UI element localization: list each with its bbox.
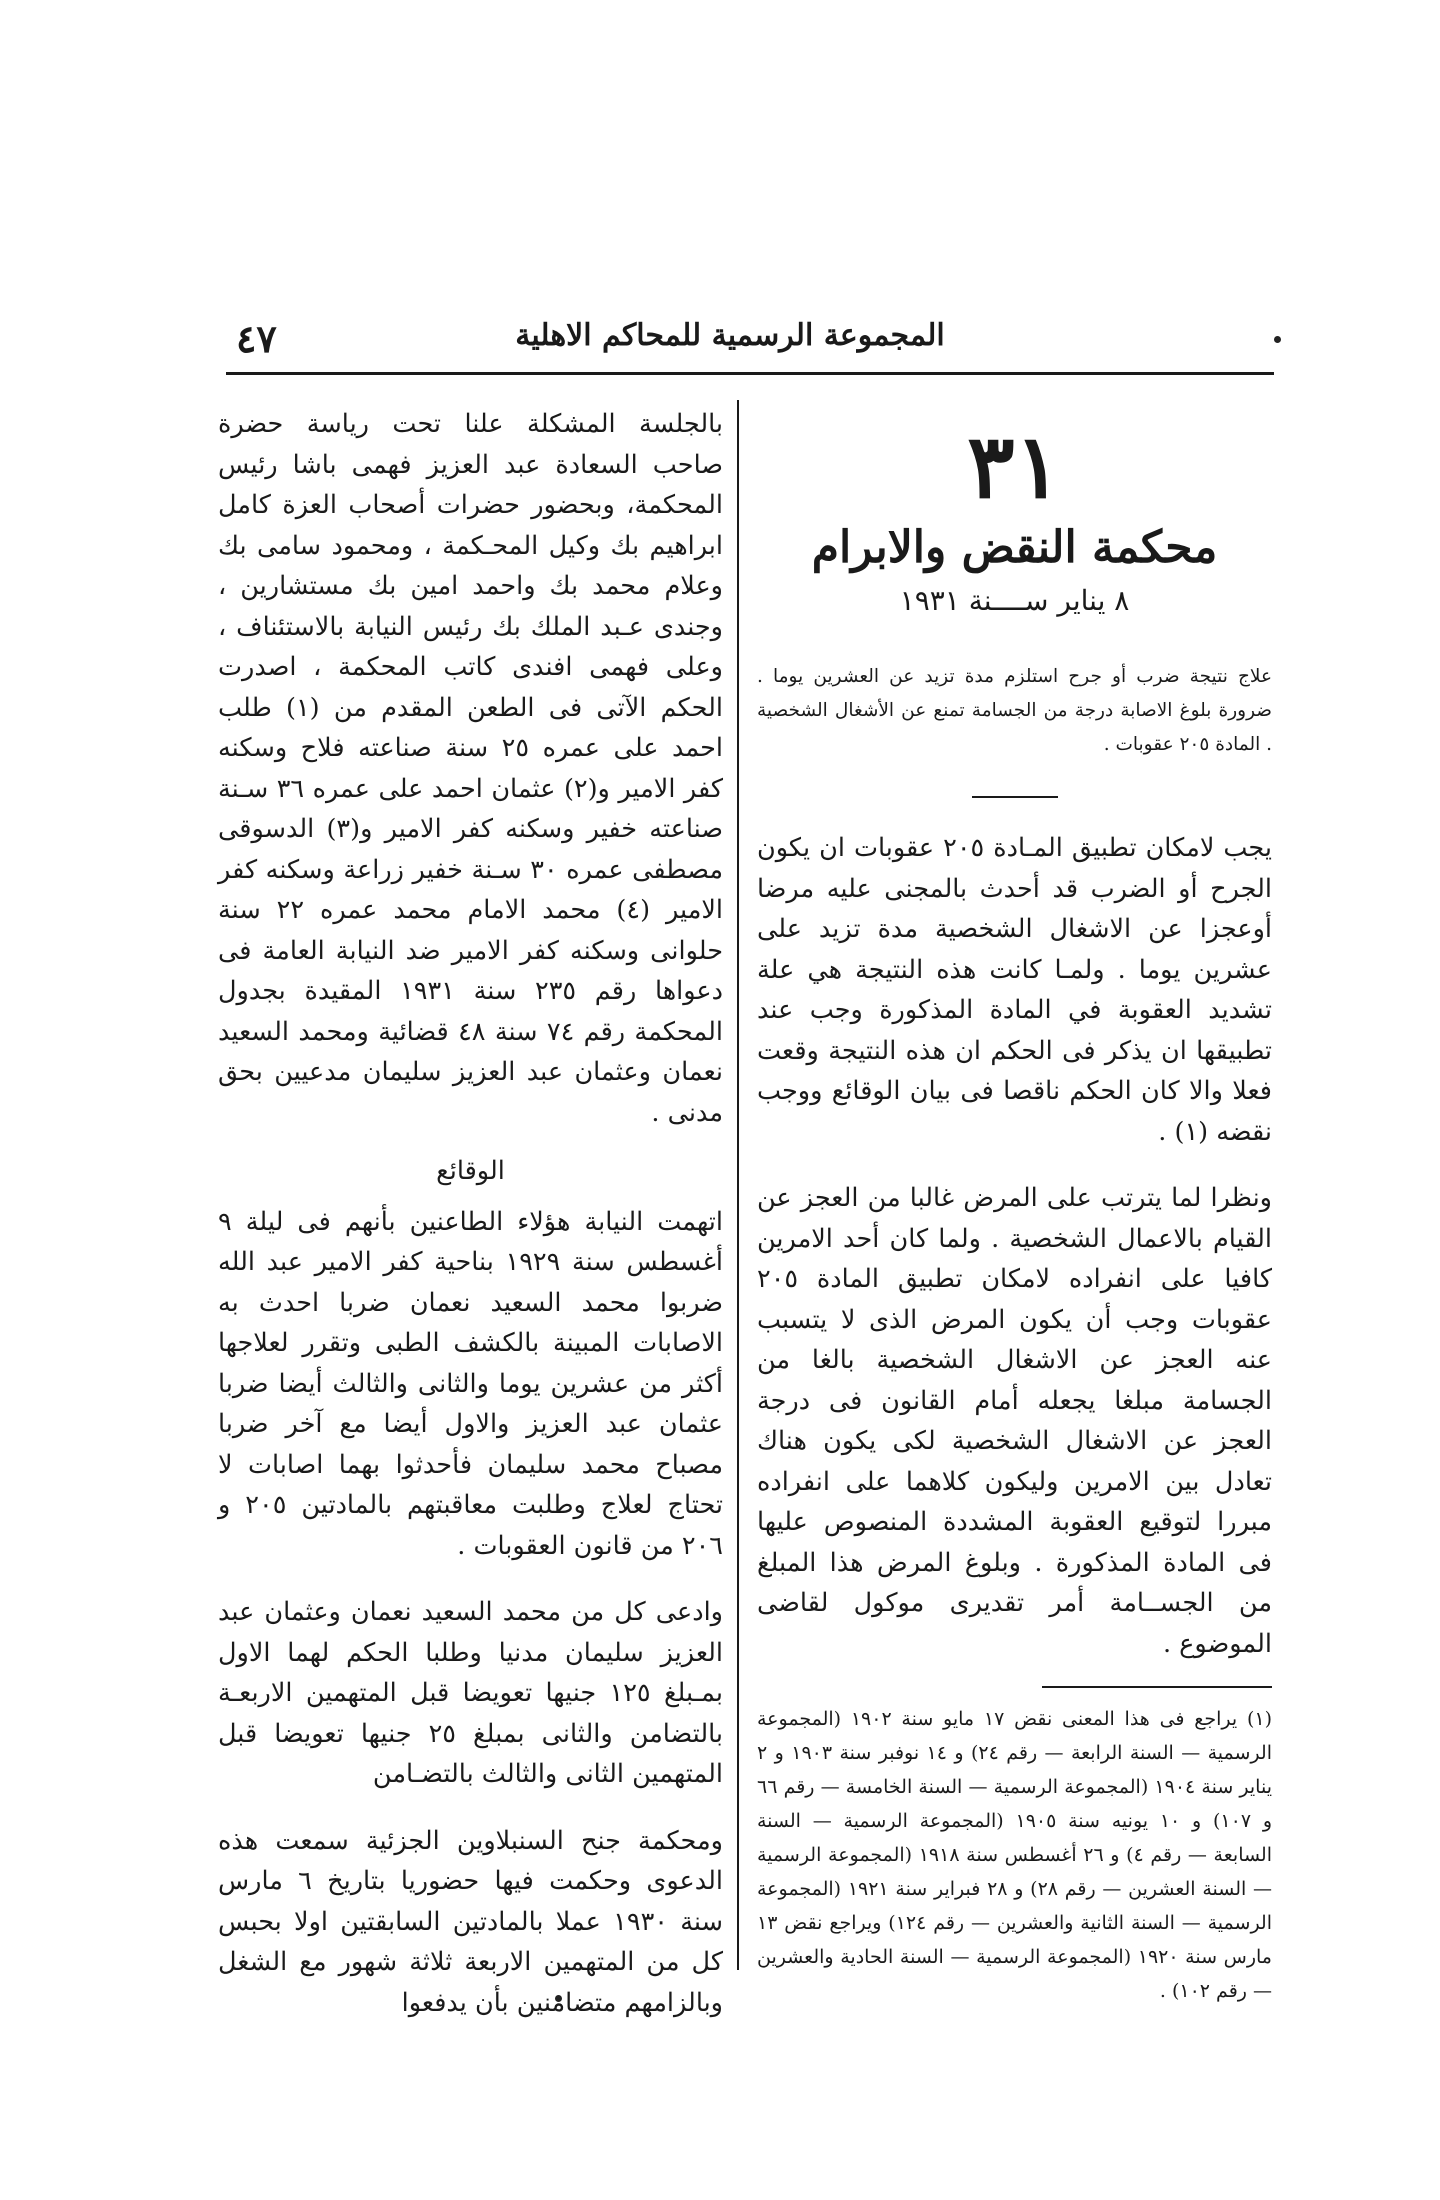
case-date: ٨ يناير ســــنة ١٩٣١ (899, 584, 1130, 617)
page-number: ٤٧ (236, 316, 277, 361)
headnote: علاج نتيجة ضرب أو جرح استلزم مدة تزيد عن العشرين يوما . ضرورة بلوغ الاصابة درجة من الجسامة تمنع عن الأشغال الشخصية . المادة ٢٠٥ عقوبات . (757, 666, 1272, 755)
court-name: محكمة النقض والابرام (811, 522, 1218, 573)
footnote: (١) يراجع فى هذا المعنى نقض ١٧ مايو سنة ١٩٠٢ (المجموعة الرسمية — السنة الرابعة — رقم ٢٤) و ١٤ نوفبر سنة ١٩٠٣ و ٢ يناير سنة ١٩٠٤ (المجموعة الرسمية — السنة الخامسة — رقم ٦٦ و ١٠٧) و ١٠ يونيه سنة ١٩٠٥ (المجموعة الرسمية — السنة السابعة — رقم ٤) و ٢٦ أغسطس سنة ١٩١٨ (المجموعة الرسمية — السنة العشرين — رقم ٢٨) و ٢٨ فبراير سنة ١٩٢١ (المجموعة الرسمية — السنة الثانية والعشرين — رقم ١٢٤) ويراجع نقض ١٣ مارس سنة ١٩٢٠ (المجموعة الرسمية — السنة الحادية والعشرين — رقم ١٠٢) . (757, 1708, 1273, 2002)
right-column (757, 414, 1273, 2008)
left-column (218, 404, 723, 2023)
case-number: ٣١ (967, 414, 1062, 518)
column-divider (737, 400, 739, 1970)
ruling-paragraph: ونظرا لما يترتب على المرض غالبا من العجز عن القيام بالاعمال الشخصية . ولما كان أحد الامرين كافيا على انفراده لامكان تطبيق المادة ٢٠٥ عقوبات وجب أن يكون المرض الذى لا يتسبب عنه العجز عن الاشغال الشخصية بالغا من الجسامة مبلغا يجعله أمام القانون فى درجة العجز عن الاشغال الشخصية لكى يكون هناك تعادل بين الامرين وليكون كلاهما على انفراده مبررا لتوقيع العقوبة المشددة المنصوص عليها فى المادة المذكورة . وبلوغ المرض هذا المبلغ من الجســامة أمر تقديرى موكول لقاضى الموضوع . (757, 1183, 1272, 1659)
running-title: المجموعة الرسمية للمحاكم الاهلية (515, 318, 945, 353)
header-rule (226, 372, 1274, 375)
facts-paragraph: ومحكمة جنح السنبلاوين الجزئية سمعت هذه الدعوى وحكمت فيها حضوريا بتاريخ ٦ مارس سنة ١٩٣٠ عملا بالمادتين السابقتين اولا بحبس كل من المتهمين الاربعة ثلاثة شهور مع الشغل وبالزامهم متضامنين بأن يدفعوا (218, 1825, 723, 2018)
facts-paragraph: اتهمت النيابة هؤلاء الطاعنين بأنهم فى ليلة ٩ أغسطس سنة ١٩٢٩ بناحية كفر الامير عبد الله ضربوا محمد السعيد نعمان ضربا احدث به الاصابات المبينة بالكشف الطبى وتقرر لعلاجها أكثر من عشرين يوما والثانى والثالث أيضا ضربا عثمان عبد العزيز والاول أيضا مع آخر ضربا مصباح محمد سليمان فأحدثوا بهما اصابات لا تحتاج لعلاج وطلبت معاقبتهم بالمادتين ٢٠٥ و ٢٠٦ من قانون العقوبات . (218, 1206, 723, 1561)
footnote-rule (1042, 1686, 1272, 1688)
section-title: الوقائع (436, 1156, 505, 1186)
margin-dot (1274, 336, 1281, 343)
ruling-paragraph: يجب لامكان تطبيق المـادة ٢٠٥ عقوبات ان يكون الجرح أو الضرب قد أحدث بالمجنى عليه مرضا أوعجزا عن الاشغال الشخصية مدة تزيد على عشرين يوما . ولمـا كانت هذه النتيجة هي علة تشديد العقوبة في المادة المذكورة وجب عند تطبيقها ان يذكر فى الحكم ان هذه النتيجة وقعت فعلا والا كان الحكم ناقصا فى بيان الوقائع ووجب نقضه (١) . (757, 833, 1272, 1147)
headnote-rule (972, 796, 1058, 798)
session-intro: بالجلسة المشكلة علنا تحت رياسة حضرة صاحب السعادة عبد العزيز فهمى باشا رئيس المحكمة، وبحضور حضرات أصحاب العزة كامل ابراهيم بك وكيل المحـكمة ، ومحمود سامى بك وعلام محمد بك واحمد امين بك مستشارين ، وجندى عـبد الملك بك رئيس النيابة بالاستئناف ، وعلى فهمى افندى كاتب المحكمة ، اصدرت الحكم الآتى فى الطعن المقدم من (١) طلب احمد على عمره ٢٥ سنة صناعته فلاح وسكنه كفر الامير و(٢) عثمان احمد على عمره ٣٦ سـنة صناعته خفير وسكنه كفر الامير و(٣) الدسوقى مصطفى عمره ٣٠ سـنة خفير زراعة وسكنه كفر الامير (٤) محمد الامام محمد عمره ٢٢ سنة حلوانى وسكنه كفر الامير ضد النيابة العامة فى دعواها رقم ٢٣٥ سنة ١٩٣١ المقيدة بجدول المحكمة رقم ٧٤ سنة ٤٨ قضائية ومحمد السعيد نعمان وعثمان عبد العزيز سليمان مدعيين بحق مدنى . (218, 409, 724, 1128)
facts-paragraph: وادعى كل من محمد السعيد نعمان وعثمان عبد العزيز سليمان مدنيا وطلبا الحكم لهما الاول بمـبلغ ١٢٥ جنيها تعويضا قبل المتهمين الاربعـة بالتضامن والثانى بمبلغ ٢٥ جنيها تعويضا قبل المتهمين الثانى والثالث بالتضـامن (218, 1597, 723, 1789)
